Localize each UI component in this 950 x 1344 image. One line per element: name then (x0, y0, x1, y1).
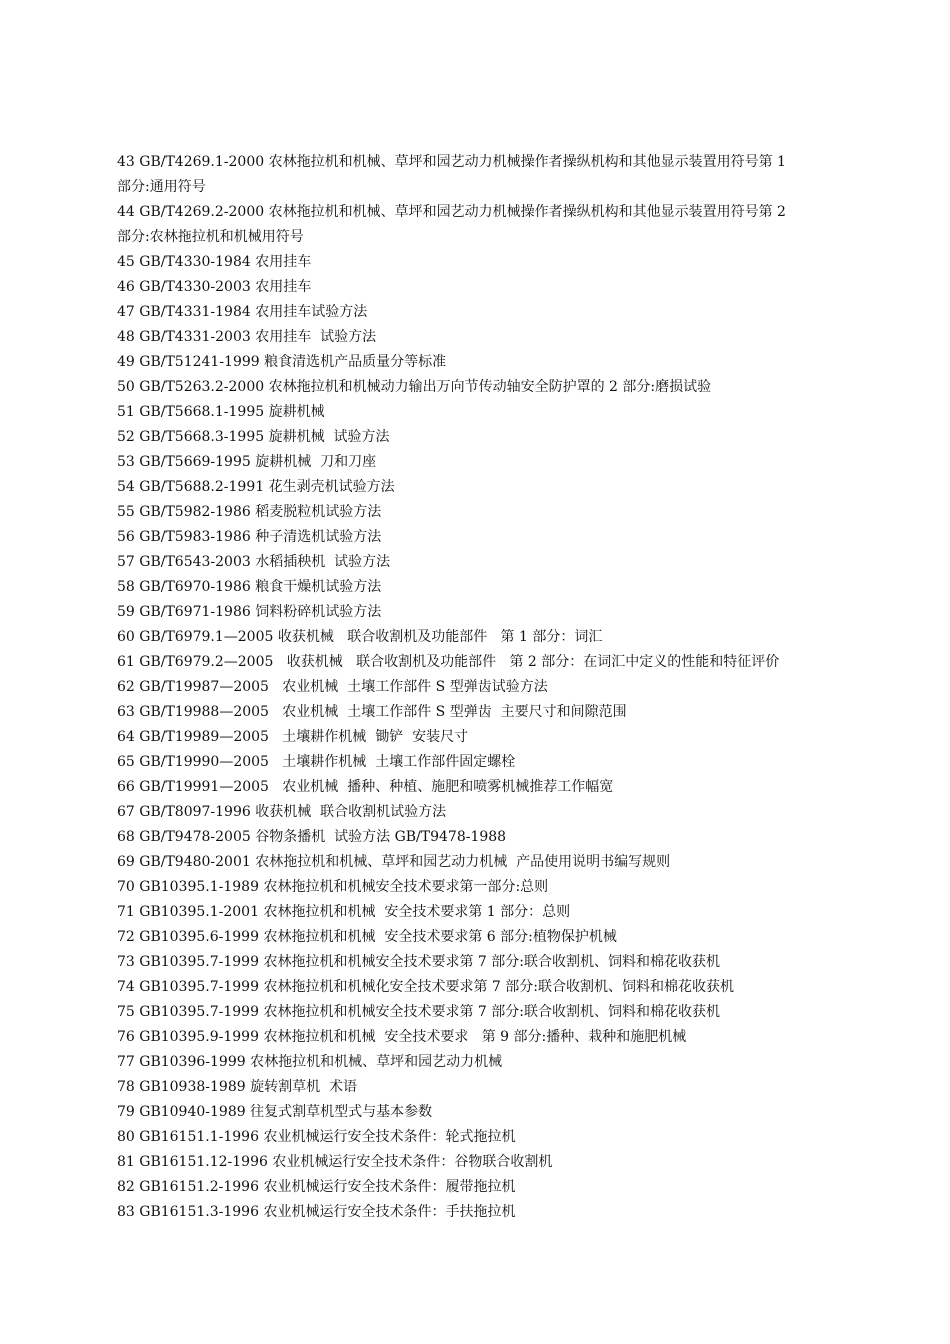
document-line: 54 GB/T5688.2-1991 花生剥壳机试验方法 (117, 479, 395, 495)
document-line: 59 GB/T6971-1986 饲料粉碎机试验方法 (117, 604, 382, 620)
document-line: 67 GB/T8097-1996 收获机械 联合收割机试验方法 (117, 804, 447, 820)
document-line: 75 GB10395.7-1999 农林拖拉机和机械安全技术要求第 7 部分:联合收割机、饲料和棉花收获机 (117, 1004, 720, 1020)
document-line: 55 GB/T5982-1986 稻麦脱粒机试验方法 (117, 504, 382, 520)
document-line: 69 GB/T9480-2001 农林拖拉机和机械、草坪和园艺动力机械 产品使用说明书编写规则 (117, 854, 671, 870)
document-line: 82 GB16151.2-1996 农业机械运行安全技术条件：履带拖拉机 (117, 1179, 516, 1195)
document-line: 72 GB10395.6-1999 农林拖拉机和机械 安全技术要求第 6 部分:植物保护机械 (117, 929, 617, 945)
document-line: 80 GB16151.1-1996 农业机械运行安全技术条件：轮式拖拉机 (117, 1129, 516, 1145)
document-line: 60 GB/T6979.1—2005 收获机械 联合收割机及功能部件 第 1 部分：词汇 (117, 629, 603, 645)
document-line: 43 GB/T4269.1-2000 农林拖拉机和机械、草坪和园艺动力机械操作者操纵机构和其他显示装置用符号第 1 (117, 154, 786, 170)
document-line: 78 GB10938-1989 旋转割草机 术语 (117, 1079, 357, 1095)
document-line: 57 GB/T6543-2003 水稻插秧机 试验方法 (117, 554, 391, 570)
document-line: 46 GB/T4330-2003 农用挂车 (117, 279, 312, 295)
document-line: 74 GB10395.7-1999 农林拖拉机和机械化安全技术要求第 7 部分:联合收割机、饲料和棉花收获机 (117, 979, 734, 995)
document-line: 61 GB/T6979.2—2005 收获机械 联合收割机及功能部件 第 2 部分：在词汇中定义的性能和特征评价 (117, 654, 780, 670)
document-line: 73 GB10395.7-1999 农林拖拉机和机械安全技术要求第 7 部分:联合收割机、饲料和棉花收获机 (117, 954, 720, 970)
document-line: 64 GB/T19989—2005 土壤耕作机械 锄铲 安装尺寸 (117, 729, 469, 745)
document-line: 81 GB16151.12-1996 农业机械运行安全技术条件：谷物联合收割机 (117, 1154, 553, 1170)
document-line: 52 GB/T5668.3-1995 旋耕机械 试验方法 (117, 429, 390, 445)
document-line: 63 GB/T19988—2005 农业机械 土壤工作部件 S 型弹齿 主要尺寸和间隙范围 (117, 704, 627, 720)
document-line: 48 GB/T4331-2003 农用挂车 试验方法 (117, 329, 377, 345)
document-line: 71 GB10395.1-2001 农林拖拉机和机械 安全技术要求第 1 部分：总则 (117, 904, 571, 920)
document-line: 62 GB/T19987—2005 农业机械 土壤工作部件 S 型弹齿试验方法 (117, 679, 548, 695)
document-line: 68 GB/T9478-2005 谷物条播机 试验方法 GB/T9478-1988 (117, 829, 507, 845)
document-line: 45 GB/T4330-1984 农用挂车 (117, 254, 312, 270)
document-line: 65 GB/T19990—2005 土壤耕作机械 土壤工作部件固定螺栓 (117, 754, 516, 770)
document-line: 47 GB/T4331-1984 农用挂车试验方法 (117, 304, 368, 320)
document-line: 79 GB10940-1989 往复式割草机型式与基本参数 (117, 1104, 433, 1120)
document-line: 51 GB/T5668.1-1995 旋耕机械 (117, 404, 325, 420)
document-line: 49 GB/T51241-1999 粮食清选机产品质量分等标准 (117, 354, 447, 370)
document-line: 76 GB10395.9-1999 农林拖拉机和机械 安全技术要求 第 9 部分:播种、栽种和施肥机械 (117, 1029, 687, 1045)
document-line: 部分:农林拖拉机和机械用符号 (117, 229, 304, 245)
document-line: 77 GB10396-1999 农林拖拉机和机械、草坪和园艺动力机械 (117, 1054, 503, 1070)
document-line: 66 GB/T19991—2005 农业机械 播种、种植、施肥和喷雾机械推荐工作幅宽 (117, 779, 614, 795)
document-line: 44 GB/T4269.2-2000 农林拖拉机和机械、草坪和园艺动力机械操作者操纵机构和其他显示装置用符号第 2 (117, 204, 786, 220)
standards-list (117, 150, 847, 1225)
document-line: 83 GB16151.3-1996 农业机械运行安全技术条件：手扶拖拉机 (117, 1204, 516, 1220)
document-line: 70 GB10395.1-1989 农林拖拉机和机械安全技术要求第一部分:总则 (117, 879, 549, 895)
document-line: 56 GB/T5983-1986 种子清选机试验方法 (117, 529, 382, 545)
document-line: 50 GB/T5263.2-2000 农林拖拉机和机械动力输出万向节传动轴安全防护罩的 2 部分:磨损试验 (117, 379, 712, 395)
document-line: 部分:通用符号 (117, 179, 206, 195)
document-line: 58 GB/T6970-1986 粮食干燥机试验方法 (117, 579, 382, 595)
document-line: 53 GB/T5669-1995 旋耕机械 刀和刀座 (117, 454, 377, 470)
